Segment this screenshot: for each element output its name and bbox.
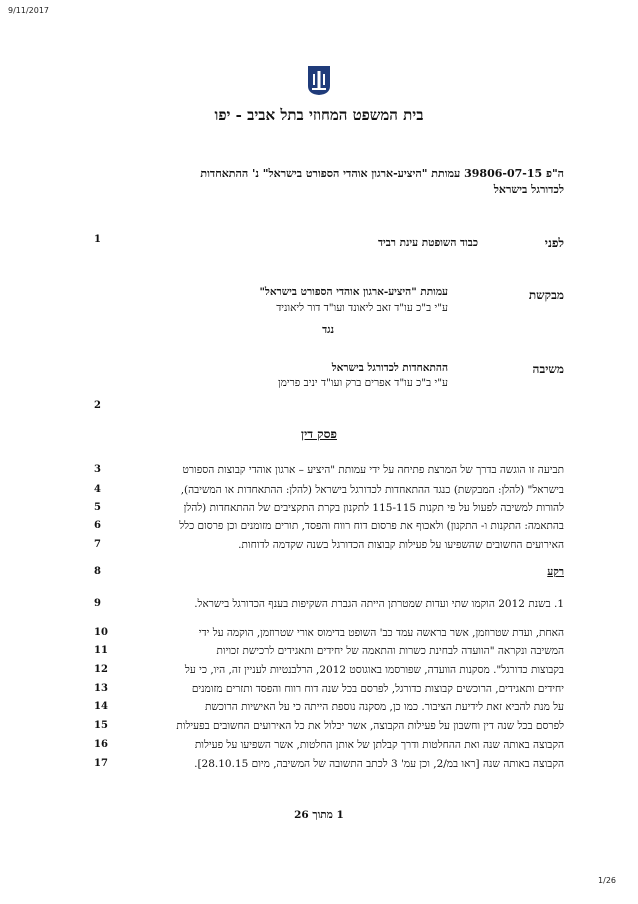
- intro-line: תביעה זו הוגשה בדרך של המרצת פתיחה על ידי עמותת "היציע – ארגון אוהדי קבוצות הספורט: [182, 464, 564, 476]
- page-counter: 1/26: [598, 876, 616, 885]
- line-number: 13: [94, 683, 108, 694]
- print-date: 9/11/2017: [8, 6, 50, 15]
- judgment-title: פסק דין: [301, 427, 337, 441]
- paragraph-line: הקבוצה באותה שנה ואת ההחלטות ודרך קבלתן של אותן החלטות, אשר השפיעו על פעילות: [194, 739, 564, 751]
- respondent-label: משיבה: [532, 362, 564, 376]
- respondent-counsel: ע"י ב"כ עו"ד אפרים ברק ועו"ד יניב פרימן: [277, 377, 448, 389]
- line-number: 11: [94, 645, 108, 656]
- applicant-name: עמותת "היציע-ארגון אוהדי הספורט בישראל": [259, 286, 448, 298]
- intro-line: בישראל" (להלן: המבקשת) כנגד ההתאחדות לכדורגל בישראל (להלן: ההתאחדות או המשיבה),: [180, 484, 564, 496]
- intro-line: בהתאמה: התקנות ו- התקנון) ולאכוף את פרסום דוח רווח והפסד, תורים מזומנים וכן פרסום כלל: [179, 520, 564, 532]
- line-number: 9: [94, 598, 101, 609]
- state-emblem-icon: [306, 64, 332, 96]
- footer-page-number: 1 מתוך 26: [294, 809, 344, 821]
- line-number: 8: [94, 566, 101, 577]
- intro-line: להורות למשיבה לפעול על פי תקנות 115-115 לתקנון בקרת התקציבים של ההתאחדות (להלן: [183, 502, 564, 514]
- line-number: 1: [94, 234, 101, 245]
- line-number: 17: [94, 758, 108, 769]
- line-number: 16: [94, 739, 108, 750]
- line-number: 4: [94, 484, 101, 495]
- paragraph-line: האחת, ועדת שטרוזמן, אשר בראשה עמד כב' השופט בדימוס אורי שטרוזמן, הוקמה על ידי: [198, 627, 564, 639]
- case-title: ה"פ 39806-07-15 עמותת "היציע-ארגון אוהדי הספורט בישראל" נ' ההתאחדות: [200, 167, 564, 180]
- line-number: 14: [94, 701, 108, 712]
- paragraph-line: על מנת להביא זאת לידיעת הציבור. כמו כן, מסקנה נוספת הייתה כי על האישיות הרוכשת: [204, 701, 564, 713]
- applicant-counsel: ע"י ב"כ עו"ד זאב ליאונד ועו"ד דור ליאוניד: [276, 302, 448, 314]
- paragraph-line: המשיבה ונקראה "הוועדה לבחינת כשרות והתאמה של יחידים ותאגידים לרכישת זכויות: [216, 645, 564, 657]
- line-number: 7: [94, 539, 101, 550]
- paragraph-line: הקבוצה באותה שנה [ראו במ/2, וכן עמ' 3 לכתב התשובה של המשיבה, מיום 28.10.15].: [194, 758, 564, 770]
- line-number: 5: [94, 502, 101, 513]
- judge-name: כבוד השופטת עינת רביד: [377, 237, 478, 249]
- paragraph-line: בקבוצות כדורגל". מסקנות הוועדה, שפורסמו באוגוסט 2012, הרלבנטיות לעניין זה, היו, כי על: [184, 664, 564, 676]
- line-number: 10: [94, 627, 108, 638]
- paragraph-line: לפרסם בכל שנה דין וחשבון על פעילות הקבוצה, אשר יכלול את כל האירועים החשובים בפעילות: [176, 720, 564, 732]
- line-number: 12: [94, 664, 108, 675]
- line-number: 6: [94, 520, 101, 531]
- case-title-continued: לכדורגל בישראל: [493, 183, 564, 196]
- paragraph-1-lead: 1. בשנת 2012 הוקמו שתי ועדות שמטרתן הייתה הגברת השקיפות בענף הכדורגל בישראל.: [194, 598, 564, 610]
- line-number: 3: [94, 464, 101, 475]
- before-label: לפני: [544, 236, 564, 250]
- line-number: 15: [94, 720, 108, 731]
- paragraph-line: יחידים ותאגידים, הרוכשים קבוצות כדורגל, לפרסם בכל שנה דוח רווח והפסד ותזרים מזומנים: [191, 683, 564, 695]
- versus-label: נגד: [322, 324, 334, 336]
- line-number: 2: [94, 400, 101, 411]
- background-heading: רקע: [547, 566, 564, 578]
- respondent-name: ההתאחדות לכדורגל בישראל: [331, 362, 448, 374]
- court-name: בית המשפט המחוזי בתל אביב - יפו: [214, 106, 424, 124]
- intro-line: האירועים החשובים שהשפיעו על פעילות קבוצות הכדורגל בשנה שקדמה לדוחות.: [238, 539, 564, 551]
- applicant-label: מבקשת: [528, 288, 564, 302]
